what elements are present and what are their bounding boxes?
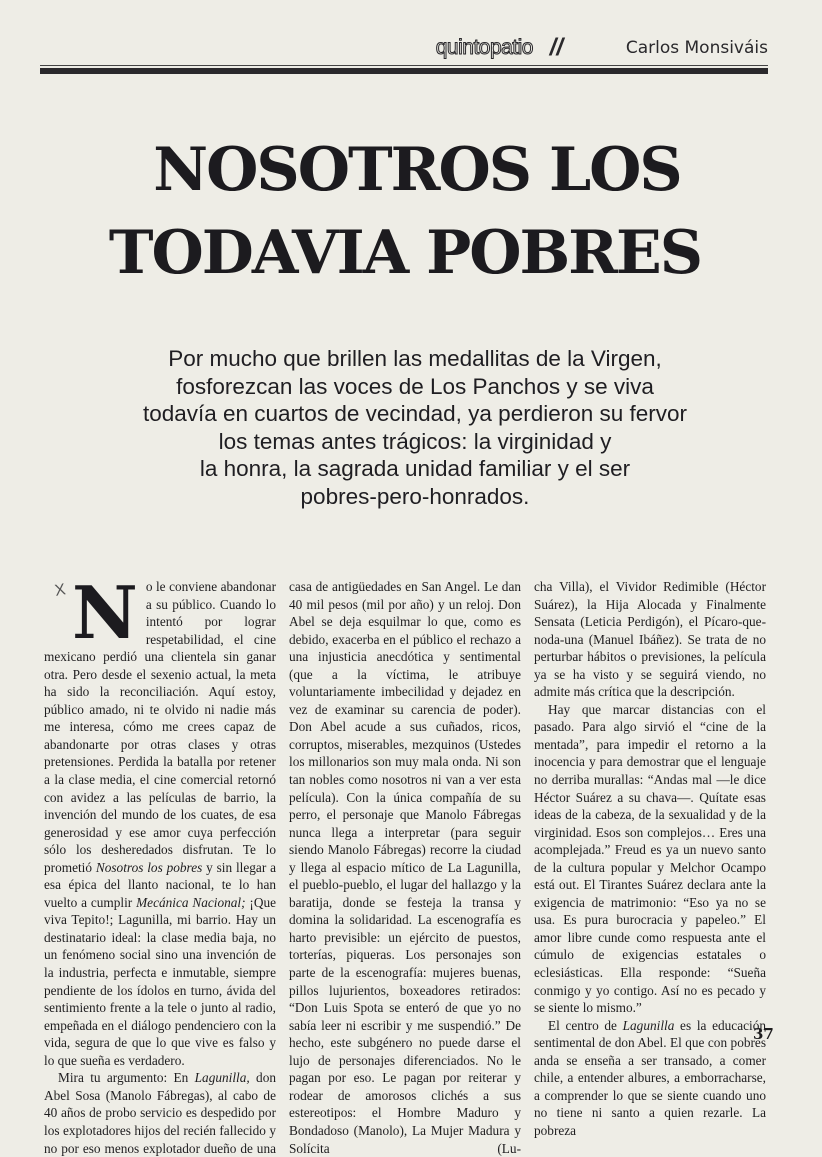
paragraph: cha Villa), el Vividor Redimible (Héctor Suárez), la Hija Alocada y Finalmente Sensata (Leticia Perdigón), el Pícaro-que-noda-una (Manuel Ibáñez). Se trata de no perturbar hábitos o previsiones, la película ya se ha visto y se seguirá viendo, no admite más crítica que la descripción.	[534, 579, 766, 700]
paragraph: o le conviene abandonar a su público. Cuando lo intentó por lograr respetabilidad, el cine mexicano perdió una clientela sin ganar otra. Pero desde el sexenio actual, la meta ha sido la reconciliación. Aquí estoy, público amado, ni te olvido ni nadie más me interesa, cómo me crees capaz de abandonarte por otras clases y otras pretensiones. Perdida la batalla por retener a la clase media, el cine comercial retornó con avidez a las películas de barrio, la invención del mundo de los cuates, de esa generosidad y ese amor cuya perfección sólo los desheredados disfrutan. Te lo prometió Nosotros los pobres y sin llegar a esa épica del llanto nacional, te lo han vuelto a cumplir Mecánica Nacional; ¡Que viva Tepito!; Lagunilla, mi barrio. Hay un destinatario ideal: la clase media baja, no un fenómeno social sino una invención de la industria, perfecta e inmutable, siempre pendiente de los ídolos en turno, ávida del sentimiento frente a la tele o junto al radio, empeñada en el diálogo pendenciero con la vida, segura de que lo que vive es falso y lo que sueña es verdadero.	[44, 579, 277, 1068]
paragraph: Hay que marcar distancias con el pasado. Para algo sirvió el “cine de la mentada”, para impedir el retorno a la inocencia y para demostrar que el lenguaje no derriba murallas: “Andas mal —le dice Héctor Suárez a su chava—. Quítate esas ideas de la cabeza, de la sexualidad y de la virginidad. Esos son complejos… Eres una acomplejada.” Freud es ya un nuevo santo de la cultura popular y Melchor Ocampo está out. El Tirantes Suárez declara ante la exigencia de matrimonio: “Eso ya no se usa. Es pura burocracia y papeleo.” El amor libre cunde como respuesta ante el cúmulo de exigencias estatales o eclesiásticas. Ella responde: “Sueña conmigo y yo contigo. Así no es pecado y se siente lo mismo.”	[534, 701, 766, 1016]
body-column-1	[44, 570, 277, 1157]
deck-line: todavía en cuartos de vecindad, ya perdieron su fervor	[142, 401, 688, 426]
header-separator: //	[549, 34, 563, 61]
section-name: quintopatio	[435, 36, 533, 59]
header-rule-thin	[40, 65, 768, 66]
deck-line: Por mucho que brillen las medallitas de la Virgen,	[168, 346, 662, 371]
deck-line: la honra, la sagrada unidad familiar y el ser	[199, 456, 631, 481]
page-number: 37	[753, 1025, 774, 1043]
drop-cap: N	[72, 570, 138, 655]
deck-line: pobres-pero-honrados.	[300, 483, 530, 509]
headline-line-1: NOSOTROS LOS	[153, 135, 681, 205]
body-column-2	[289, 578, 521, 1157]
paragraph: El centro de Lagunilla es la educación sentimental de don Abel. El que con pobres anda se enseña a ser transado, a comer chile, a entender albures, a emborracharse, a comprender lo que se siente cuando uno no tiene ni santo a quien rezarle. La pobreza	[534, 1017, 766, 1138]
running-header	[40, 34, 768, 74]
headline-line-2: TODAVIA POBRES	[108, 218, 702, 288]
deck-line: fosforezcan las voces de Los Panchos y se viva	[176, 373, 654, 399]
header-rule-thick	[40, 68, 768, 74]
paragraph: casa de antigüedades en San Angel. Le dan 40 mil pesos (mil por año) y un reloj. Don Abel se deja esquilmar lo que, como es debido, exacerba en el público el rechazo a una injusticia anecdótica y sentimental (que a la víctima, le atribuye voluntariamente imbecilidad y dejadez en vez de examinar su carencia de poder). Don Abel acude a sus cuñados, ricos, corruptos, miserables, mezquinos (Ustedes los millonarios son muy mala onda. Ni son tan nobles como nosotros ni van a ver esta película). Con la única compañía de su perro, el personaje que Manolo Fábregas nunca llega a interpretar (para seguir siendo Manolo Fábregas) recorre la ciudad y llega al espacio mítico de La Lagunilla, el pueblo-pueblo, el lugar del hallazgo y la baratija, donde se festeja la transa y domina la solidaridad. La escenografía es harto previsible: un ejército de puestos, torterías, piqueras. Los personajes son parte de la escenografía: mujeres buenas, pillos lujurientos, boxeadores retirados: “Don Luis Spota se enteró de que yo no sabía leer ni escribir y me suspendió.” De hecho, este subgénero no puede darse el lujo de personajes diferenciados. No le pagan por eso. Le pagan por reiterar y rodear de amorosos clichés a sus estereotipos: el Hombre Maduro y Bondadoso (Manolo), La Mujer Madura y Solícita (Lu-	[289, 579, 521, 1156]
deck-line: los temas antes trágicos: la virginidad y	[218, 428, 612, 454]
handwritten-mark: X	[53, 581, 67, 600]
deck-subheading	[60, 345, 770, 510]
author-name: Carlos Monsiváis	[625, 38, 768, 58]
paragraph: Mira tu argumento: En Lagunilla, don Abel Sosa (Manolo Fábregas), al cabo de 40 años de probo servicio es despedido por los explotadores hijos del recién fallecido y no por eso menos explotador dueño de una	[44, 1070, 276, 1156]
body-column-3	[534, 578, 766, 1140]
